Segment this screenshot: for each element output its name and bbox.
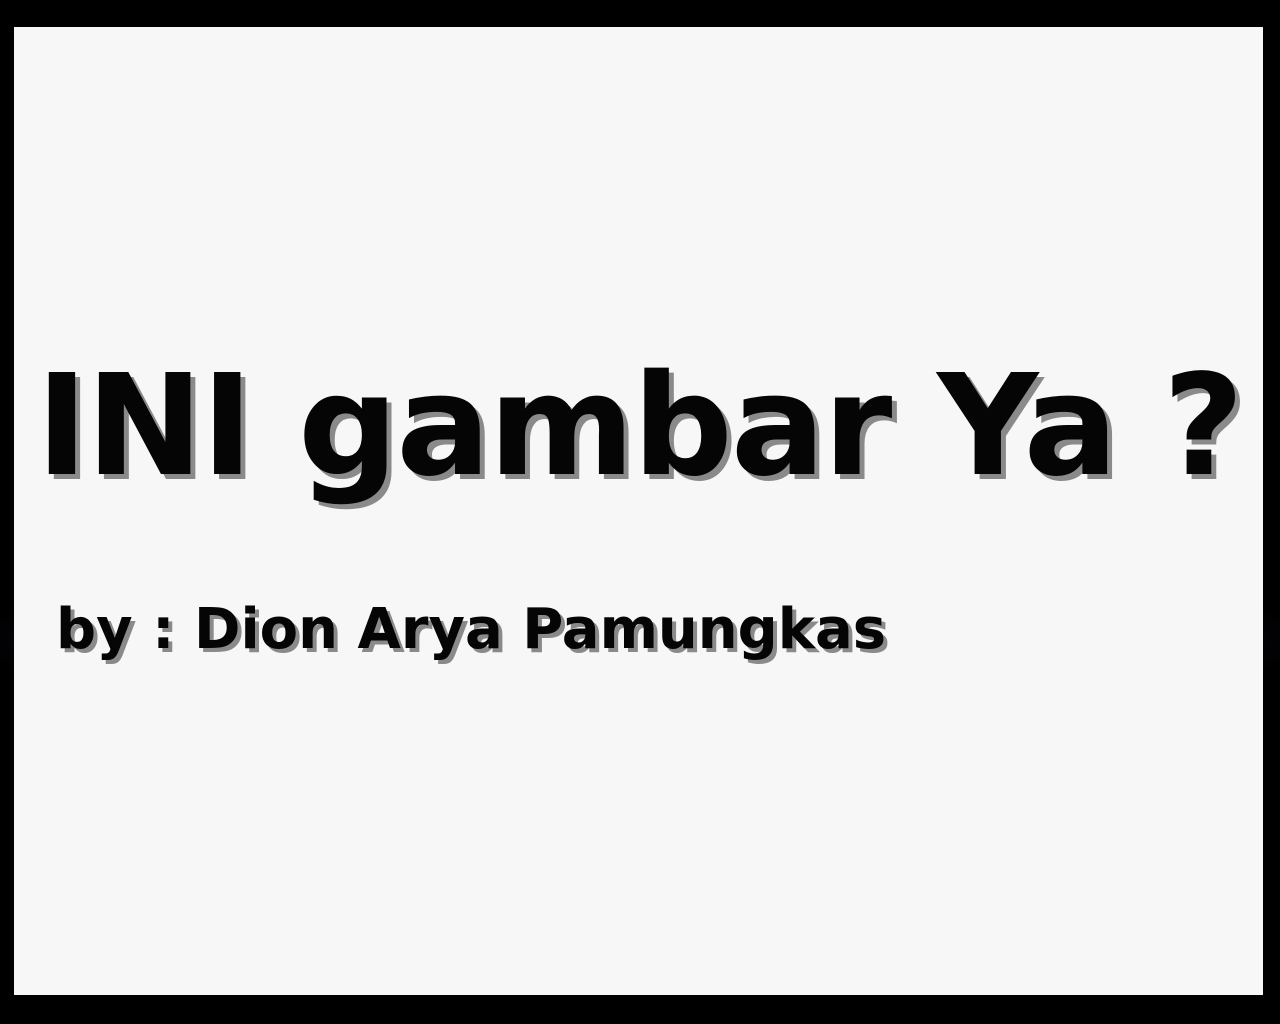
slide-headline: INI gambar Ya ? (35, 345, 1243, 508)
author-byline: by : Dion Arya Pamungkas (56, 597, 887, 662)
slide-panel (14, 27, 1263, 995)
